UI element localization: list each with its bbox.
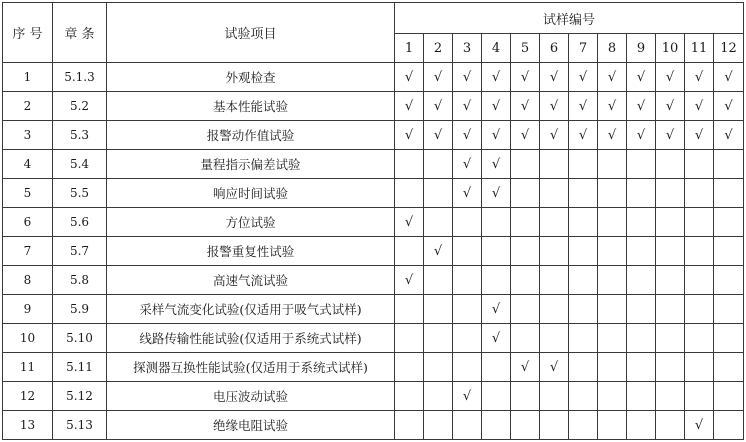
row-clause: 5.1.3 (53, 63, 107, 92)
sample-cell (598, 295, 627, 324)
check-mark-icon: √ (665, 98, 675, 114)
check-mark-icon: √ (433, 243, 443, 259)
sample-cell (511, 179, 540, 208)
check-mark-icon: √ (462, 185, 472, 201)
check-mark-icon: √ (491, 185, 501, 201)
check-mark-icon: √ (636, 127, 646, 143)
header-sample-number: 试样编号 (395, 3, 744, 34)
sample-cell (482, 208, 511, 237)
row-test-item: 电压波动试验 (107, 382, 395, 411)
sample-cell (540, 179, 569, 208)
sample-cell (714, 353, 744, 382)
check-mark-icon: √ (636, 98, 646, 114)
table-row (3, 324, 744, 353)
check-mark-icon: √ (694, 417, 704, 433)
sample-cell (598, 179, 627, 208)
sample-cell (627, 179, 656, 208)
row-seq: 10 (3, 324, 53, 353)
check-mark-icon: √ (491, 301, 501, 317)
table-row (3, 295, 744, 324)
sample-cell (511, 150, 540, 179)
sample-cell (685, 150, 714, 179)
check-mark-icon: √ (404, 214, 414, 230)
row-clause: 5.2 (53, 92, 107, 121)
check-mark-icon: √ (462, 156, 472, 172)
sample-cell (453, 179, 482, 208)
sample-cell (714, 382, 744, 411)
check-mark-icon: √ (607, 127, 617, 143)
sample-cell (482, 324, 511, 353)
sample-cell (540, 92, 569, 121)
row-test-item: 方位试验 (107, 208, 395, 237)
sample-cell (453, 121, 482, 150)
sample-cell (395, 150, 424, 179)
row-clause: 5.10 (53, 324, 107, 353)
sample-cell (482, 295, 511, 324)
row-test-item: 绝缘电阻试验 (107, 411, 395, 440)
row-test-item: 探测器互换性能试验(仅适用于系统式试样) (107, 353, 395, 382)
row-seq: 12 (3, 382, 53, 411)
sample-cell (540, 353, 569, 382)
row-seq: 6 (3, 208, 53, 237)
sample-cell (569, 411, 598, 440)
sample-cell (540, 295, 569, 324)
check-mark-icon: √ (724, 98, 733, 114)
sample-cell (453, 63, 482, 92)
check-mark-icon: √ (462, 98, 472, 114)
sample-cell (511, 92, 540, 121)
sample-cell (685, 411, 714, 440)
sample-cell (685, 121, 714, 150)
check-mark-icon: √ (520, 127, 530, 143)
sample-cell (453, 92, 482, 121)
sample-cell (453, 208, 482, 237)
table-row (3, 179, 744, 208)
check-mark-icon: √ (724, 127, 733, 143)
sample-cell (627, 92, 656, 121)
sample-number-header: 6 (540, 34, 569, 63)
sample-cell (540, 63, 569, 92)
sample-cell (424, 150, 453, 179)
sample-cell (482, 266, 511, 295)
sample-cell (598, 411, 627, 440)
sample-cell (598, 237, 627, 266)
sample-cell (714, 266, 744, 295)
sample-cell (627, 237, 656, 266)
sample-cell (540, 121, 569, 150)
sample-cell (453, 295, 482, 324)
sample-cell (656, 237, 685, 266)
sample-cell (627, 208, 656, 237)
check-mark-icon: √ (520, 98, 530, 114)
sample-cell (395, 92, 424, 121)
check-mark-icon: √ (433, 69, 443, 85)
row-clause: 5.13 (53, 411, 107, 440)
sample-cell (656, 266, 685, 295)
sample-cell (569, 353, 598, 382)
check-mark-icon: √ (462, 69, 472, 85)
sample-cell (685, 179, 714, 208)
sample-cell (569, 266, 598, 295)
sample-cell (569, 324, 598, 353)
sample-cell (685, 92, 714, 121)
sample-cell (395, 179, 424, 208)
sample-cell (540, 150, 569, 179)
sample-cell (511, 63, 540, 92)
sample-cell (627, 295, 656, 324)
sample-cell (598, 63, 627, 92)
sample-cell (424, 266, 453, 295)
row-seq: 2 (3, 92, 53, 121)
sample-cell (685, 63, 714, 92)
sample-cell (540, 411, 569, 440)
row-seq: 7 (3, 237, 53, 266)
check-mark-icon: √ (578, 127, 588, 143)
sample-cell (656, 121, 685, 150)
check-mark-icon: √ (578, 98, 588, 114)
table-row (3, 63, 744, 92)
sample-cell (453, 382, 482, 411)
check-mark-icon: √ (491, 98, 501, 114)
sample-cell (511, 353, 540, 382)
sample-cell (482, 179, 511, 208)
sample-cell (453, 353, 482, 382)
sample-cell (395, 411, 424, 440)
sample-cell (627, 324, 656, 353)
sample-cell (482, 150, 511, 179)
row-seq: 9 (3, 295, 53, 324)
sample-cell (685, 266, 714, 295)
sample-cell (569, 92, 598, 121)
row-seq: 13 (3, 411, 53, 440)
table-row (3, 92, 744, 121)
check-mark-icon: √ (491, 127, 501, 143)
sample-cell (395, 266, 424, 295)
sample-cell (424, 353, 453, 382)
check-mark-icon: √ (578, 69, 588, 85)
sample-cell (395, 353, 424, 382)
sample-cell (656, 63, 685, 92)
check-mark-icon: √ (694, 98, 704, 114)
sample-number-header: 3 (453, 34, 482, 63)
sample-cell (598, 121, 627, 150)
check-mark-icon: √ (549, 359, 559, 375)
row-clause: 5.9 (53, 295, 107, 324)
table-row (3, 266, 744, 295)
sample-cell (598, 353, 627, 382)
sample-cell (627, 353, 656, 382)
sample-cell (540, 208, 569, 237)
sample-cell (511, 411, 540, 440)
row-test-item: 线路传输性能试验(仅适用于系统式试样) (107, 324, 395, 353)
sample-cell (569, 382, 598, 411)
sample-cell (685, 295, 714, 324)
sample-cell (511, 324, 540, 353)
sample-cell (424, 121, 453, 150)
sample-cell (569, 179, 598, 208)
sample-cell (714, 324, 744, 353)
sample-cell (395, 63, 424, 92)
row-seq: 11 (3, 353, 53, 382)
sample-cell (424, 295, 453, 324)
row-clause: 5.12 (53, 382, 107, 411)
sample-number-header: 12 (714, 34, 744, 63)
sample-cell (685, 237, 714, 266)
sample-cell (714, 179, 744, 208)
row-seq: 3 (3, 121, 53, 150)
check-mark-icon: √ (404, 127, 414, 143)
check-mark-icon: √ (549, 69, 559, 85)
row-test-item: 报警重复性试验 (107, 237, 395, 266)
sample-cell (685, 382, 714, 411)
sample-cell (453, 324, 482, 353)
row-seq: 1 (3, 63, 53, 92)
sample-cell (656, 179, 685, 208)
sample-number-header: 7 (569, 34, 598, 63)
sample-cell (540, 382, 569, 411)
sample-cell (598, 266, 627, 295)
sample-cell (453, 150, 482, 179)
sample-cell (482, 92, 511, 121)
sample-cell (395, 208, 424, 237)
sample-cell (627, 150, 656, 179)
sample-cell (714, 295, 744, 324)
sample-cell (395, 121, 424, 150)
sample-cell (424, 179, 453, 208)
sample-cell (569, 295, 598, 324)
sample-cell (424, 411, 453, 440)
sample-number-header: 5 (511, 34, 540, 63)
sample-cell (627, 121, 656, 150)
row-test-item: 采样气流变化试验(仅适用于吸气式试样) (107, 295, 395, 324)
sample-cell (395, 237, 424, 266)
sample-number-header: 10 (656, 34, 685, 63)
sample-number-header: 8 (598, 34, 627, 63)
row-seq: 4 (3, 150, 53, 179)
sample-cell (511, 295, 540, 324)
sample-cell (714, 411, 744, 440)
sample-cell (453, 237, 482, 266)
check-mark-icon: √ (520, 69, 530, 85)
check-mark-icon: √ (491, 156, 501, 172)
sample-cell (424, 237, 453, 266)
sample-cell (511, 382, 540, 411)
sample-cell (714, 208, 744, 237)
sample-cell (540, 266, 569, 295)
check-mark-icon: √ (724, 69, 733, 85)
check-mark-icon: √ (549, 98, 559, 114)
sample-cell (511, 237, 540, 266)
sample-cell (482, 63, 511, 92)
sample-cell (453, 411, 482, 440)
header-seq: 序 号 (3, 3, 53, 63)
check-mark-icon: √ (607, 69, 617, 85)
row-test-item: 量程指示偏差试验 (107, 150, 395, 179)
sample-cell (395, 382, 424, 411)
row-test-item: 高速气流试验 (107, 266, 395, 295)
sample-cell (656, 324, 685, 353)
sample-cell (627, 63, 656, 92)
sample-cell (714, 92, 744, 121)
sample-cell (656, 353, 685, 382)
row-clause: 5.6 (53, 208, 107, 237)
table-row (3, 382, 744, 411)
row-seq: 8 (3, 266, 53, 295)
header-row (3, 3, 744, 34)
check-mark-icon: √ (433, 98, 443, 114)
sample-cell (511, 121, 540, 150)
sample-cell (540, 237, 569, 266)
row-test-item: 响应时间试验 (107, 179, 395, 208)
test-matrix-table (2, 2, 744, 440)
sample-number-header: 9 (627, 34, 656, 63)
sample-cell (598, 208, 627, 237)
sample-cell (685, 208, 714, 237)
table-row (3, 411, 744, 440)
check-mark-icon: √ (462, 127, 472, 143)
row-clause: 5.4 (53, 150, 107, 179)
sample-cell (482, 121, 511, 150)
sample-cell (714, 150, 744, 179)
row-test-item: 报警动作值试验 (107, 121, 395, 150)
sample-cell (627, 382, 656, 411)
sample-number-header: 2 (424, 34, 453, 63)
check-mark-icon: √ (491, 330, 501, 346)
sample-cell (569, 121, 598, 150)
check-mark-icon: √ (549, 127, 559, 143)
row-clause: 5.3 (53, 121, 107, 150)
sample-cell (598, 150, 627, 179)
check-mark-icon: √ (491, 69, 501, 85)
check-mark-icon: √ (520, 359, 530, 375)
sample-cell (482, 382, 511, 411)
sample-cell (569, 63, 598, 92)
check-mark-icon: √ (607, 98, 617, 114)
check-mark-icon: √ (665, 69, 675, 85)
row-test-item: 外观检查 (107, 63, 395, 92)
sample-cell (395, 324, 424, 353)
sample-cell (656, 295, 685, 324)
sample-cell (714, 63, 744, 92)
check-mark-icon: √ (462, 388, 472, 404)
sample-cell (424, 324, 453, 353)
sample-cell (656, 411, 685, 440)
sample-cell (424, 63, 453, 92)
check-mark-icon: √ (694, 127, 704, 143)
table-row (3, 353, 744, 382)
sample-number-header: 1 (395, 34, 424, 63)
sample-cell (656, 208, 685, 237)
sample-number-header: 11 (685, 34, 714, 63)
check-mark-icon: √ (404, 69, 414, 85)
sample-cell (482, 237, 511, 266)
sample-cell (424, 382, 453, 411)
check-mark-icon: √ (433, 127, 443, 143)
sample-cell (656, 92, 685, 121)
sample-cell (424, 208, 453, 237)
sample-cell (482, 353, 511, 382)
row-clause: 5.7 (53, 237, 107, 266)
sample-cell (598, 324, 627, 353)
sample-cell (569, 237, 598, 266)
check-mark-icon: √ (404, 272, 414, 288)
sample-cell (685, 324, 714, 353)
table-row (3, 121, 744, 150)
sample-number-header: 4 (482, 34, 511, 63)
sample-cell (598, 382, 627, 411)
header-clause: 章 条 (53, 3, 107, 63)
table-row (3, 208, 744, 237)
row-clause: 5.11 (53, 353, 107, 382)
sample-cell (598, 92, 627, 121)
check-mark-icon: √ (404, 98, 414, 114)
sample-cell (395, 295, 424, 324)
sample-cell (714, 121, 744, 150)
sample-cell (685, 353, 714, 382)
sample-cell (540, 324, 569, 353)
sample-cell (627, 411, 656, 440)
sample-cell (569, 150, 598, 179)
sample-cell (714, 237, 744, 266)
row-clause: 5.8 (53, 266, 107, 295)
sample-cell (656, 150, 685, 179)
row-clause: 5.5 (53, 179, 107, 208)
row-test-item: 基本性能试验 (107, 92, 395, 121)
sample-cell (453, 266, 482, 295)
header-test-item: 试验项目 (107, 3, 395, 63)
table-row (3, 237, 744, 266)
sample-cell (511, 208, 540, 237)
row-seq: 5 (3, 179, 53, 208)
check-mark-icon: √ (665, 127, 675, 143)
sample-cell (627, 266, 656, 295)
table-body (3, 63, 744, 440)
table-row (3, 150, 744, 179)
check-mark-icon: √ (694, 69, 704, 85)
sample-cell (424, 92, 453, 121)
check-mark-icon: √ (636, 69, 646, 85)
sample-cell (656, 382, 685, 411)
sample-cell (569, 208, 598, 237)
sample-cell (482, 411, 511, 440)
sample-cell (511, 266, 540, 295)
